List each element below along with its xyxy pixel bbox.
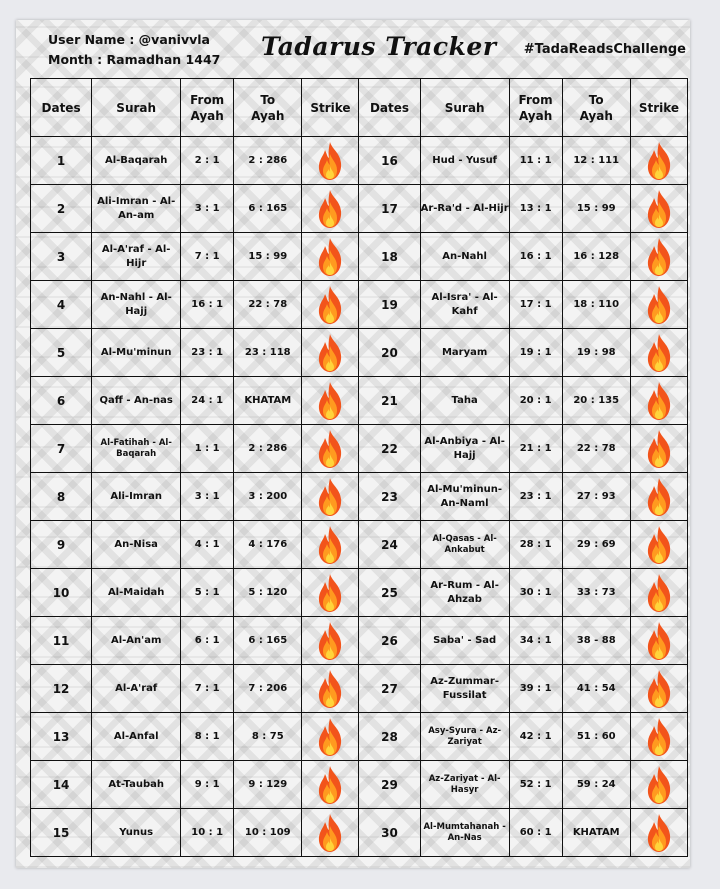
table-row	[31, 761, 688, 809]
month-label: Month : Ramadhan 1447	[48, 52, 221, 67]
date-cell: 8	[31, 473, 92, 521]
surah-cell: Yunus	[92, 809, 181, 857]
date-cell: 4	[31, 281, 92, 329]
strike-cell	[302, 617, 359, 665]
strike-cell	[302, 569, 359, 617]
date-cell: 25	[359, 569, 420, 617]
surah-cell: Al-Qasas - Al-Ankabut	[420, 521, 509, 569]
surah-cell: Az-Zariyat - Al-Hasyr	[420, 761, 509, 809]
to-ayah-cell: 10 : 109	[234, 809, 302, 857]
surah-cell: Al-Maidah	[92, 569, 181, 617]
strike-cell	[302, 809, 359, 857]
strike-cell	[630, 281, 687, 329]
from-ayah-cell: 4 : 1	[181, 521, 234, 569]
fire-icon	[646, 333, 672, 373]
surah-cell: Al-A'raf - Al-Hijr	[92, 233, 181, 281]
date-cell: 12	[31, 665, 92, 713]
fire-icon	[317, 525, 343, 565]
table-row	[31, 185, 688, 233]
date-cell: 17	[359, 185, 420, 233]
strike-cell	[630, 713, 687, 761]
to-ayah-cell: 29 : 69	[562, 521, 630, 569]
date-cell: 27	[359, 665, 420, 713]
surah-cell: Al-A'raf	[92, 665, 181, 713]
col-strike: Strike	[630, 79, 687, 137]
to-ayah-cell: 20 : 135	[562, 377, 630, 425]
to-ayah-cell: 7 : 206	[234, 665, 302, 713]
surah-cell: An-Nahl - Al-Hajj	[92, 281, 181, 329]
from-ayah-cell: 8 : 1	[181, 713, 234, 761]
fire-icon	[646, 717, 672, 757]
to-ayah-cell: 9 : 129	[234, 761, 302, 809]
from-ayah-cell: 7 : 1	[181, 665, 234, 713]
page-title: Tadarus Tracker	[261, 32, 497, 61]
from-ayah-cell: 6 : 1	[181, 617, 234, 665]
surah-cell: Al-Mu'minun	[92, 329, 181, 377]
tracker-sheet	[16, 20, 690, 868]
table-row	[31, 281, 688, 329]
fire-icon	[317, 573, 343, 613]
to-ayah-cell: 22 : 78	[234, 281, 302, 329]
col-from-ayah: From Ayah	[509, 79, 562, 137]
date-cell: 28	[359, 713, 420, 761]
strike-cell	[630, 185, 687, 233]
fire-icon	[646, 813, 672, 853]
surah-cell: Al-Fatihah - Al-Baqarah	[92, 425, 181, 473]
to-ayah-cell: 23 : 118	[234, 329, 302, 377]
fire-icon	[317, 237, 343, 277]
surah-cell: Al-Isra' - Al-Kahf	[420, 281, 509, 329]
to-ayah-cell: 19 : 98	[562, 329, 630, 377]
col-dates: Dates	[359, 79, 420, 137]
surah-cell: Al-Baqarah	[92, 137, 181, 185]
to-ayah-cell: 4 : 176	[234, 521, 302, 569]
from-ayah-cell: 3 : 1	[181, 473, 234, 521]
surah-cell: Al-Mumtahanah - An-Nas	[420, 809, 509, 857]
surah-cell: Ar-Ra'd - Al-Hijr	[420, 185, 509, 233]
fire-icon	[317, 477, 343, 517]
fire-icon	[317, 621, 343, 661]
date-cell: 6	[31, 377, 92, 425]
strike-cell	[630, 521, 687, 569]
fire-icon	[317, 813, 343, 853]
date-cell: 7	[31, 425, 92, 473]
to-ayah-cell: 6 : 165	[234, 185, 302, 233]
surah-cell: Al-Anbiya - Al-Hajj	[420, 425, 509, 473]
to-ayah-cell: 3 : 200	[234, 473, 302, 521]
date-cell: 19	[359, 281, 420, 329]
to-ayah-cell: 38 - 88	[562, 617, 630, 665]
strike-cell	[302, 521, 359, 569]
surah-cell: Asy-Syura - Az-Zariyat	[420, 713, 509, 761]
to-ayah-cell: 18 : 110	[562, 281, 630, 329]
hashtag: #TadaReadsChallenge	[523, 42, 686, 57]
date-cell: 24	[359, 521, 420, 569]
fire-icon	[646, 765, 672, 805]
surah-cell: An-Nisa	[92, 521, 181, 569]
fire-icon	[317, 189, 343, 229]
date-cell: 15	[31, 809, 92, 857]
date-cell: 21	[359, 377, 420, 425]
strike-cell	[302, 233, 359, 281]
strike-cell	[630, 233, 687, 281]
date-cell: 9	[31, 521, 92, 569]
col-to-ayah: To Ayah	[562, 79, 630, 137]
strike-cell	[302, 713, 359, 761]
surah-cell: Az-Zummar- Fussilat	[420, 665, 509, 713]
user-info	[48, 30, 248, 70]
from-ayah-cell: 16 : 1	[181, 281, 234, 329]
fire-icon	[646, 525, 672, 565]
to-ayah-cell: 2 : 286	[234, 425, 302, 473]
date-cell: 30	[359, 809, 420, 857]
to-ayah-cell: 6 : 165	[234, 617, 302, 665]
from-ayah-cell: 2 : 1	[181, 137, 234, 185]
strike-cell	[630, 473, 687, 521]
table-row	[31, 425, 688, 473]
table-row	[31, 137, 688, 185]
from-ayah-cell: 20 : 1	[509, 377, 562, 425]
date-cell: 22	[359, 425, 420, 473]
fire-icon	[646, 621, 672, 661]
table-row	[31, 233, 688, 281]
from-ayah-cell: 28 : 1	[509, 521, 562, 569]
surah-cell: Ali-Imran - Al-An-am	[92, 185, 181, 233]
fire-icon	[646, 285, 672, 325]
date-cell: 5	[31, 329, 92, 377]
fire-icon	[317, 765, 343, 805]
date-cell: 20	[359, 329, 420, 377]
surah-cell: Al-An'am	[92, 617, 181, 665]
from-ayah-cell: 5 : 1	[181, 569, 234, 617]
col-strike: Strike	[302, 79, 359, 137]
surah-cell: Ali-Imran	[92, 473, 181, 521]
fire-icon	[646, 477, 672, 517]
table-row	[31, 809, 688, 857]
to-ayah-cell: 51 : 60	[562, 713, 630, 761]
header-row	[31, 79, 688, 137]
surah-cell: Al-Mu'minun- An-Naml	[420, 473, 509, 521]
strike-cell	[630, 617, 687, 665]
date-cell: 11	[31, 617, 92, 665]
date-cell: 29	[359, 761, 420, 809]
col-surah: Surah	[92, 79, 181, 137]
strike-cell	[630, 425, 687, 473]
to-ayah-cell: 27 : 93	[562, 473, 630, 521]
from-ayah-cell: 42 : 1	[509, 713, 562, 761]
to-ayah-cell: 2 : 286	[234, 137, 302, 185]
surah-cell: Taha	[420, 377, 509, 425]
col-dates: Dates	[31, 79, 92, 137]
fire-icon	[317, 381, 343, 421]
surah-cell: At-Taubah	[92, 761, 181, 809]
table-row	[31, 377, 688, 425]
from-ayah-cell: 1 : 1	[181, 425, 234, 473]
strike-cell	[630, 761, 687, 809]
from-ayah-cell: 23 : 1	[181, 329, 234, 377]
from-ayah-cell: 60 : 1	[509, 809, 562, 857]
to-ayah-cell: 15 : 99	[562, 185, 630, 233]
table-row	[31, 617, 688, 665]
to-ayah-cell: 59 : 24	[562, 761, 630, 809]
to-ayah-cell: 33 : 73	[562, 569, 630, 617]
from-ayah-cell: 30 : 1	[509, 569, 562, 617]
tracker-table	[30, 78, 688, 857]
table-row	[31, 473, 688, 521]
fire-icon	[317, 141, 343, 181]
from-ayah-cell: 10 : 1	[181, 809, 234, 857]
user-name: User Name : @vanivvla	[48, 32, 210, 47]
to-ayah-cell: 41 : 54	[562, 665, 630, 713]
strike-cell	[630, 569, 687, 617]
strike-cell	[302, 761, 359, 809]
from-ayah-cell: 23 : 1	[509, 473, 562, 521]
to-ayah-cell: 15 : 99	[234, 233, 302, 281]
col-from-ayah: From Ayah	[181, 79, 234, 137]
from-ayah-cell: 24 : 1	[181, 377, 234, 425]
table-row	[31, 569, 688, 617]
table-row	[31, 713, 688, 761]
from-ayah-cell: 21 : 1	[509, 425, 562, 473]
strike-cell	[630, 809, 687, 857]
col-surah: Surah	[420, 79, 509, 137]
from-ayah-cell: 39 : 1	[509, 665, 562, 713]
fire-icon	[317, 429, 343, 469]
surah-cell: Maryam	[420, 329, 509, 377]
to-ayah-cell: KHATAM	[562, 809, 630, 857]
from-ayah-cell: 13 : 1	[509, 185, 562, 233]
from-ayah-cell: 7 : 1	[181, 233, 234, 281]
date-cell: 10	[31, 569, 92, 617]
from-ayah-cell: 19 : 1	[509, 329, 562, 377]
surah-cell: Al-Anfal	[92, 713, 181, 761]
surah-cell: Saba' - Sad	[420, 617, 509, 665]
date-cell: 18	[359, 233, 420, 281]
fire-icon	[317, 669, 343, 709]
date-cell: 26	[359, 617, 420, 665]
to-ayah-cell: KHATAM	[234, 377, 302, 425]
fire-icon	[317, 717, 343, 757]
to-ayah-cell: 22 : 78	[562, 425, 630, 473]
fire-icon	[646, 429, 672, 469]
from-ayah-cell: 3 : 1	[181, 185, 234, 233]
from-ayah-cell: 52 : 1	[509, 761, 562, 809]
table-row	[31, 665, 688, 713]
surah-cell: Hud - Yusuf	[420, 137, 509, 185]
fire-icon	[646, 573, 672, 613]
fire-icon	[646, 237, 672, 277]
strike-cell	[630, 665, 687, 713]
strike-cell	[630, 137, 687, 185]
fire-icon	[646, 669, 672, 709]
date-cell: 2	[31, 185, 92, 233]
strike-cell	[302, 665, 359, 713]
strike-cell	[630, 377, 687, 425]
from-ayah-cell: 34 : 1	[509, 617, 562, 665]
col-to-ayah: To Ayah	[234, 79, 302, 137]
date-cell: 14	[31, 761, 92, 809]
from-ayah-cell: 9 : 1	[181, 761, 234, 809]
date-cell: 13	[31, 713, 92, 761]
date-cell: 3	[31, 233, 92, 281]
to-ayah-cell: 12 : 111	[562, 137, 630, 185]
table-row	[31, 329, 688, 377]
fire-icon	[317, 285, 343, 325]
fire-icon	[646, 141, 672, 181]
strike-cell	[302, 377, 359, 425]
date-cell: 23	[359, 473, 420, 521]
strike-cell	[630, 329, 687, 377]
strike-cell	[302, 185, 359, 233]
surah-cell: Qaff - An-nas	[92, 377, 181, 425]
from-ayah-cell: 16 : 1	[509, 233, 562, 281]
strike-cell	[302, 137, 359, 185]
fire-icon	[646, 189, 672, 229]
strike-cell	[302, 425, 359, 473]
strike-cell	[302, 281, 359, 329]
fire-icon	[646, 381, 672, 421]
strike-cell	[302, 473, 359, 521]
date-cell: 1	[31, 137, 92, 185]
strike-cell	[302, 329, 359, 377]
to-ayah-cell: 5 : 120	[234, 569, 302, 617]
table-row	[31, 521, 688, 569]
surah-cell: Ar-Rum - Al-Ahzab	[420, 569, 509, 617]
surah-cell: An-Nahl	[420, 233, 509, 281]
date-cell: 16	[359, 137, 420, 185]
from-ayah-cell: 17 : 1	[509, 281, 562, 329]
to-ayah-cell: 16 : 128	[562, 233, 630, 281]
to-ayah-cell: 8 : 75	[234, 713, 302, 761]
fire-icon	[317, 333, 343, 373]
from-ayah-cell: 11 : 1	[509, 137, 562, 185]
